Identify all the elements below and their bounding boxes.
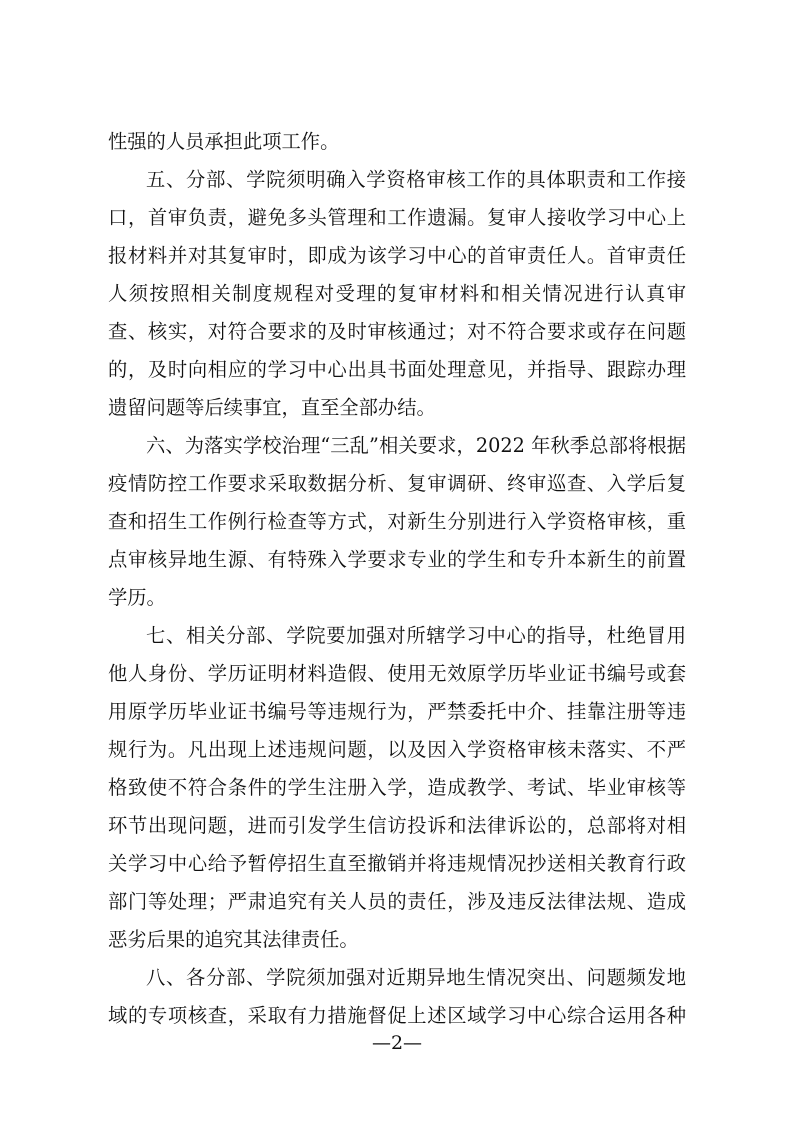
text-line: 查和招生工作例行检查等方式，对新生分别进行入学资格审核，重 (108, 510, 686, 533)
text-line: 他人身份、学历证明材料造假、使用无效原学历毕业证书编号或套 (108, 662, 686, 685)
text-line: 口，首审负责，避免多头管理和工作遗漏。复审人接收学习中心上 (108, 206, 686, 229)
text-line: 部门等处理；严肃追究有关人员的责任，涉及违反法律法规、造成 (108, 890, 686, 913)
paragraph-6-start: 六、为落实学校治理“三乱”相关要求，2022 年秋季总部将根据 (146, 434, 686, 457)
text-line: 恶劣后果的追究其法律责任。 (108, 928, 359, 951)
paragraph-7-start: 七、相关分部、学院要加强对所辖学习中心的指导，杜绝冒用 (146, 624, 686, 647)
text-line: 疫情防控工作要求采取数据分析、复审调研、终审巡查、入学后复 (108, 472, 686, 495)
text-line: 规行为。凡出现上述违规问题，以及因入学资格审核未落实、不严 (108, 738, 686, 761)
text-line: 关学习中心给予暂停招生直至撤销并将违规情况抄送相关教育行政 (108, 852, 686, 875)
text-line: 点审核异地生源、有特殊入学要求专业的学生和专升本新生的前置 (108, 548, 686, 571)
text-line: 域的专项核查，采取有力措施督促上述区域学习中心综合运用各种 (108, 1004, 686, 1027)
paragraph-5-start: 五、分部、学院须明确入学资格审核工作的具体职责和工作接 (146, 168, 686, 191)
text-line: 学历。 (108, 586, 166, 609)
text-line: 人须按照相关制度规程对受理的复审材料和相关情况进行认真审 (108, 282, 686, 305)
text-line: 格致使不符合条件的学生注册入学，造成教学、考试、毕业审核等 (108, 776, 686, 799)
text-line: 用原学历毕业证书编号等违规行为，严禁委托中介、挂靠注册等违 (108, 700, 686, 723)
text-line: 报材料并对其复审时，即成为该学习中心的首审责任人。首审责任 (108, 244, 686, 267)
text-line: 性强的人员承担此项工作。 (108, 130, 340, 153)
page-number: —2— (371, 1032, 423, 1054)
text-line: 环节出现问题，进而引发学生信访投诉和法律诉讼的，总部将对相 (108, 814, 686, 837)
text-line: 遗留问题等后续事宜，直至全部办结。 (108, 396, 436, 419)
text-line: 查、核实，对符合要求的及时审核通过；对不符合要求或存在问题 (108, 320, 686, 343)
paragraph-8-start: 八、各分部、学院须加强对近期异地生情况突出、问题频发地 (146, 966, 686, 989)
text-line: 的，及时向相应的学习中心出具书面处理意见，并指导、跟踪办理 (108, 358, 686, 381)
